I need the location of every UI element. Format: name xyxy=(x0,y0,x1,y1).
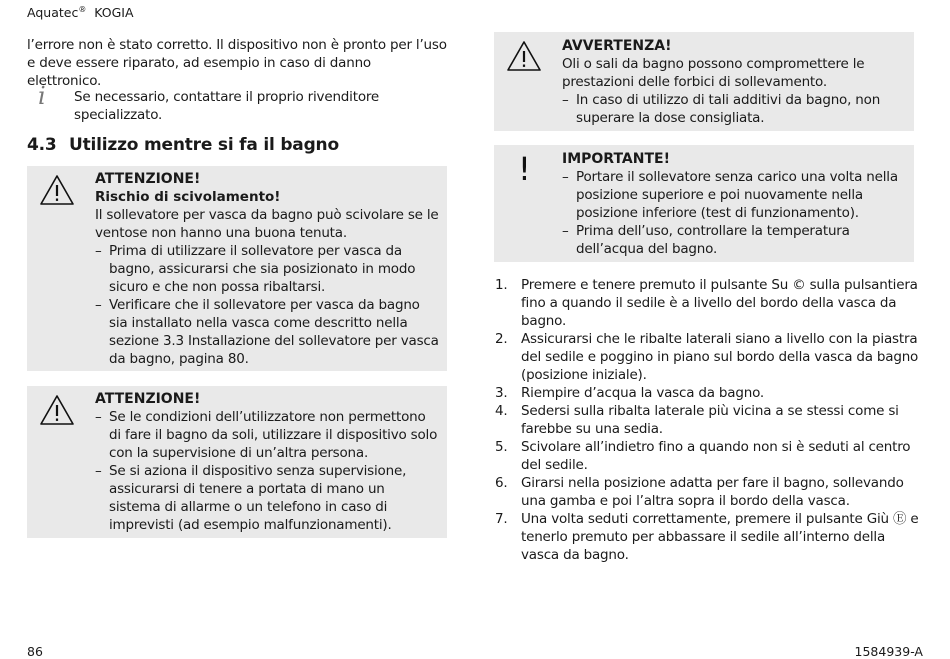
important-list xyxy=(562,168,910,258)
document-id: 1584939-A xyxy=(854,644,923,659)
section-heading xyxy=(27,135,339,155)
step-item xyxy=(495,402,920,438)
step-text: Sedersi sulla ribalta laterale più vicina a se stessi come si farebbe su una sedia. xyxy=(521,403,899,437)
steps-list xyxy=(495,276,920,564)
list-item: – Se le condizioni dell’utilizzatore non permettono di fare il bagno da soli, utilizzare il dispositivo solo con la supervisione di un’altra persona. xyxy=(95,408,440,462)
attention-list xyxy=(95,242,440,368)
list-item: – Portare il sollevatore senza carico una volta nella posizione superiore e poi nuovamente nella posizione inferiore (test di funzionamento). xyxy=(562,168,910,222)
step-item xyxy=(495,438,920,474)
list-item: – Se si aziona il dispositivo senza supervisione, assicurarsi di tenere a portata di mano un sistema di allarme o un telefono in caso di imprevisti (ad esempio malfunzionamenti). xyxy=(95,462,440,534)
warning-triangle-icon xyxy=(39,174,75,206)
attention-title: ATTENZIONE! xyxy=(95,391,201,407)
step-item xyxy=(495,276,920,330)
attention-content xyxy=(95,170,440,368)
step-item xyxy=(495,330,920,384)
step-text: Girarsi nella posizione adatta per fare il bagno, sollevando una gamba e poi l’altra sopra il bordo della vasca. xyxy=(521,475,904,509)
intro-paragraph: l’errore non è stato corretto. Il dispositivo non è pronto per l’uso e deve essere riparato, ad esempio in caso di danno elettronico. xyxy=(27,37,447,89)
step-number: 6. xyxy=(495,475,508,491)
warning-triangle-icon xyxy=(39,394,75,426)
attention-box-supervision xyxy=(27,386,447,538)
important-title: IMPORTANTE! xyxy=(562,151,670,167)
attention-list xyxy=(95,408,440,534)
step-text: Premere e tenere premuto il pulsante Su © sulla pulsantiera fino a quando il sedile è a livello del bordo della vasca da bagno. xyxy=(521,277,918,329)
attention-subtitle: Rischio di scivolamento! xyxy=(95,189,281,205)
step-text: Riempire d’acqua la vasca da bagno. xyxy=(521,385,765,401)
step-number: 3. xyxy=(495,385,508,401)
step-text: Una volta seduti correttamente, premere il pulsante Giù Ⓔ e tenerlo premuto per abbassare il sedile all’interno della vasca da bagno. xyxy=(521,511,919,563)
list-item: – Prima di utilizzare il sollevatore per vasca da bagno, assicurarsi che sia posizionato in modo sicuro e che non possa ribaltarsi. xyxy=(95,242,440,296)
step-item xyxy=(495,474,920,510)
page-header xyxy=(27,5,134,20)
list-item: – Prima dell’uso, controllare la temperatura dell’acqua del bagno. xyxy=(562,222,910,258)
model-name: KOGIA xyxy=(94,5,134,21)
page-number: 86 xyxy=(27,644,43,659)
attention-content xyxy=(95,390,440,534)
list-item: – In caso di utilizzo di tali additivi da bagno, non superare la dose consigliata. xyxy=(562,91,910,127)
step-number: 1. xyxy=(495,277,508,293)
warning-title: AVVERTENZA! xyxy=(562,38,672,54)
step-number: 5. xyxy=(495,439,508,455)
step-number: 2. xyxy=(495,331,508,347)
step-number: 4. xyxy=(495,403,508,419)
warning-triangle-icon xyxy=(506,40,542,72)
step-text: Assicurarsi che le ribalte laterali siano a livello con la piastra del sedile e poggino in piano sul bordo della vasca da bagno (posizione iniziale). xyxy=(521,331,919,383)
section-title: Utilizzo mentre si fa il bagno xyxy=(69,135,339,155)
exclamation-icon: ! xyxy=(518,150,531,188)
important-content xyxy=(562,150,910,258)
section-number: 4.3 xyxy=(27,135,57,155)
note-text: Se necessario, contattare il proprio rivenditore specializzato. xyxy=(74,89,380,123)
warning-text: Oli o sali da bagno possono compromettere le prestazioni delle forbici di sollevamento. xyxy=(562,56,865,90)
info-icon: i xyxy=(38,82,46,110)
important-box xyxy=(494,145,914,262)
attention-text: Il sollevatore per vasca da bagno può scivolare se le ventose non hanno una buona tenuta. xyxy=(95,207,439,241)
attention-title: ATTENZIONE! xyxy=(95,171,201,187)
warning-content xyxy=(562,37,910,127)
registered-mark: ® xyxy=(78,5,87,14)
list-item: – Verificare che il sollevatore per vasca da bagno sia installato nella vasca come descritto nella sezione 3.3 Installazione del sollevatore per vasca da bagno, pagina 80. xyxy=(95,296,440,368)
step-number: 7. xyxy=(495,511,508,527)
warning-list xyxy=(562,91,910,127)
warning-box-bath-oils xyxy=(494,32,914,131)
attention-box-slipping xyxy=(27,166,447,371)
step-item xyxy=(495,384,920,402)
step-text: Scivolare all’indietro fino a quando non si è seduti al centro del sedile. xyxy=(521,439,911,473)
step-item xyxy=(495,510,920,564)
brand-name: Aquatec xyxy=(27,5,79,21)
